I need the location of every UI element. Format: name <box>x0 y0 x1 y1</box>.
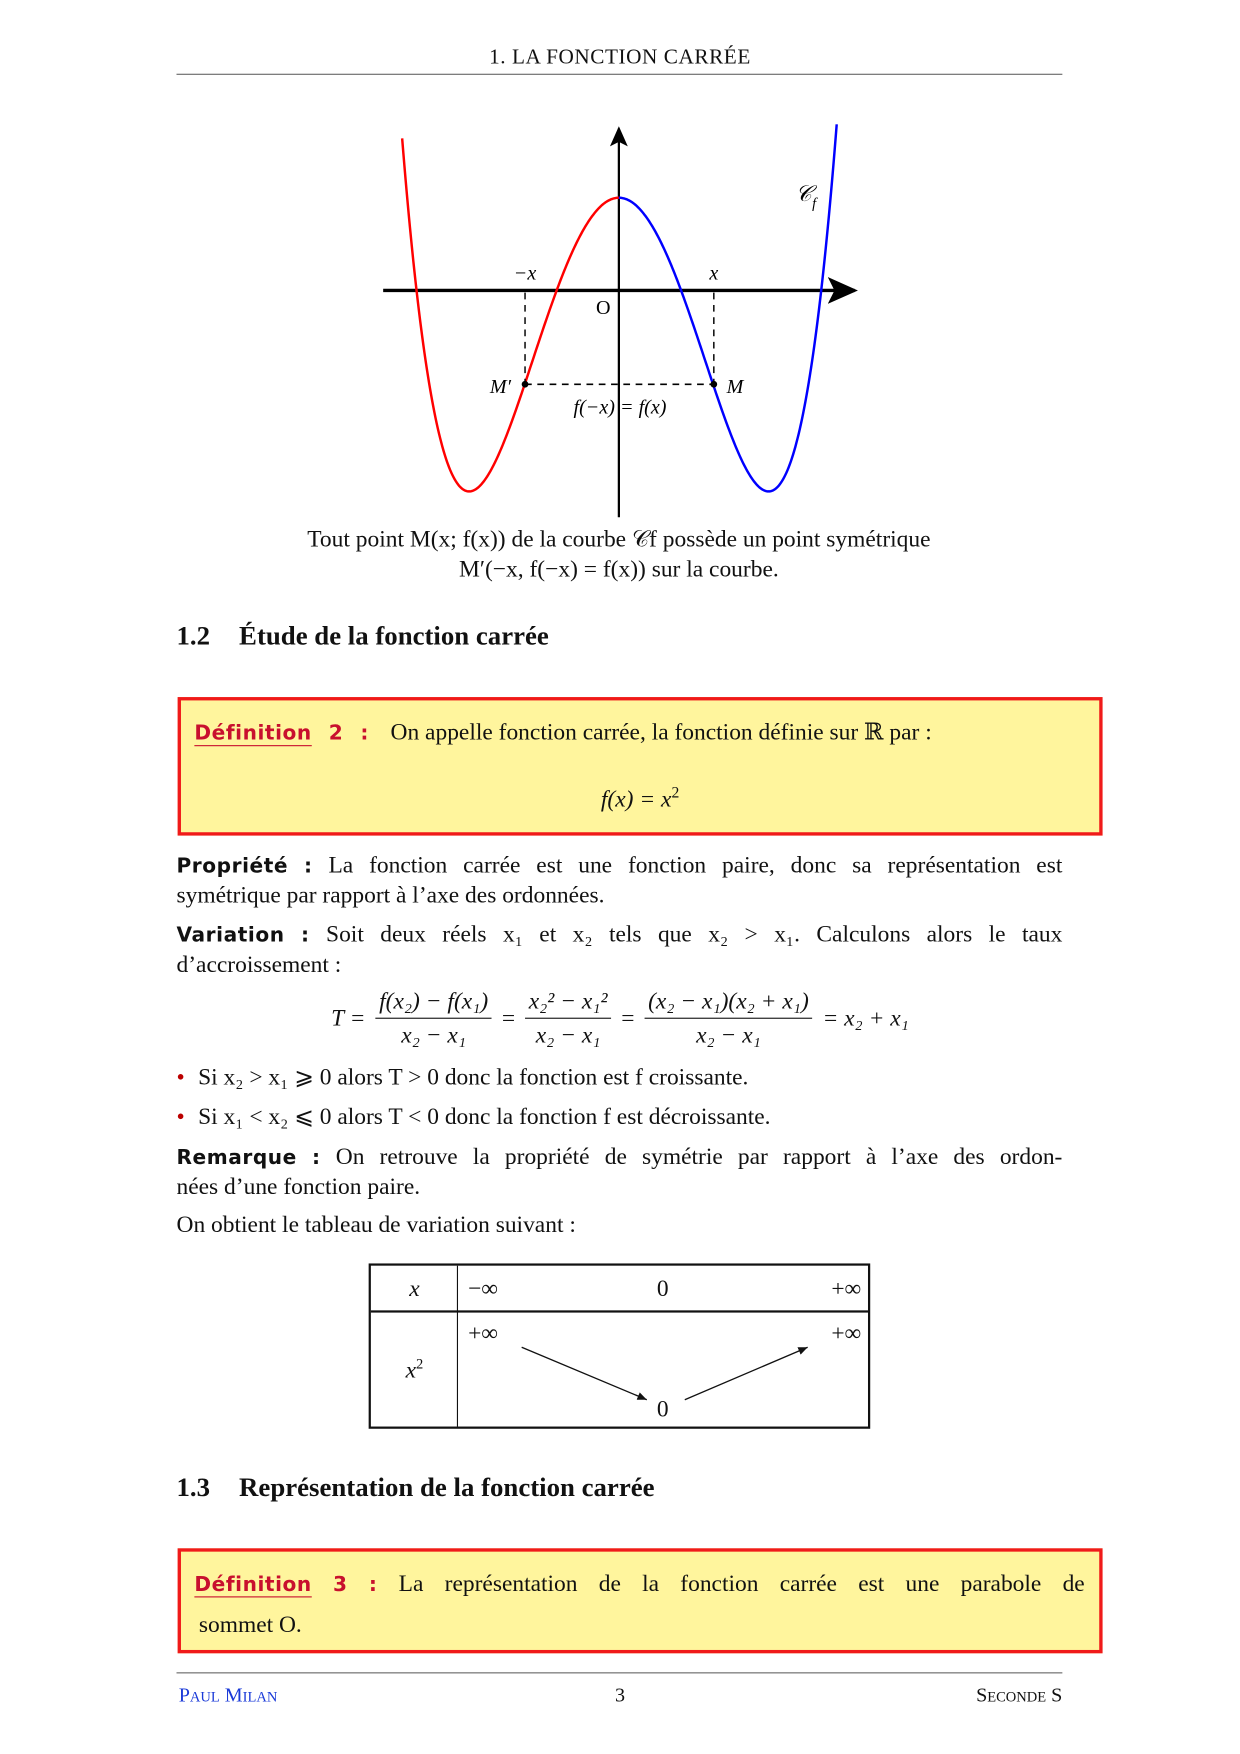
running-header: 1. LA FONCTION CARRÉE <box>489 45 751 70</box>
fraction-3 <box>645 988 812 1049</box>
point-m-prime <box>522 381 529 388</box>
definition-3-box <box>178 1548 1103 1653</box>
variation-line-1 <box>177 920 1063 948</box>
fraction-numerator: f(x₂) − f(x₁) <box>376 988 492 1019</box>
fraction-numerator: x₂² − x₁² <box>525 988 610 1019</box>
propriete-label: Propriété <box>176 854 289 879</box>
definition-colon: : <box>360 721 370 746</box>
f-value-plus-infinity-left: +∞ <box>468 1319 499 1347</box>
variation-arrows <box>371 1266 868 1427</box>
label-m: M <box>726 376 744 399</box>
curve-left-branch <box>402 138 619 491</box>
header-base: x <box>405 1356 417 1383</box>
variation-colon: : <box>301 923 310 948</box>
formula-base: f(x) = x <box>600 785 672 813</box>
curve-right-branch <box>619 124 837 491</box>
definition-3-line-2: sommet O. <box>198 1610 302 1638</box>
definition-label: Définition <box>194 721 312 746</box>
variation-text: Soit deux réels x₁ et x₂ tels que x₂ > x₁. Calculons alors le taux <box>326 920 1063 948</box>
label-origin: O <box>595 296 611 319</box>
definition-2-header <box>194 718 931 746</box>
decreasing-arrow <box>522 1347 647 1400</box>
footer-rule <box>177 1672 1063 1673</box>
footer-class: Seconde S <box>976 1683 1063 1706</box>
definition-text: La représentation de la fonction carrée est une parabole de <box>398 1569 1085 1597</box>
point-m <box>710 381 717 388</box>
header-exponent: 2 <box>416 1355 424 1372</box>
definition-3-line-1 <box>194 1570 1084 1598</box>
section-heading-1-2 <box>177 622 549 652</box>
fraction-1 <box>376 988 492 1049</box>
label-minus-x: −x <box>513 262 537 285</box>
rate-formula <box>0 988 1240 1049</box>
x-value-plus-infinity: +∞ <box>831 1274 862 1302</box>
bullet-text: Si x₂ > x₁ ⩾ 0 alors T > 0 donc la fonction est f croissante. <box>198 1063 749 1091</box>
propriete-colon: : <box>303 854 313 879</box>
label-equality: f(−x) = f(x) <box>573 396 667 419</box>
variation-label: Variation <box>176 923 285 948</box>
row-header-x: x <box>409 1274 420 1302</box>
f-value-plus-infinity-right: +∞ <box>831 1319 862 1347</box>
bullet-item <box>177 1103 771 1131</box>
remarque-line-1 <box>177 1143 1063 1171</box>
f-value-zero: 0 <box>656 1395 669 1423</box>
label-m-prime: M′ <box>489 376 512 399</box>
section-title: Étude de la fonction carrée <box>239 622 549 652</box>
propriete-text: La fonction carrée est une fonction paire, donc sa représentation est <box>328 851 1063 879</box>
caption-line-1: Tout point M(x; f(x)) de la courbe 𝒞f possède un point symétrique <box>307 525 931 552</box>
remarque-text: On retrouve la propriété de symétrie par rapport à l’axe des ordon- <box>335 1142 1063 1170</box>
section-title: Représentation de la fonction carrée <box>239 1473 655 1503</box>
increasing-arrow <box>685 1347 808 1400</box>
formula-exponent: 2 <box>671 785 680 803</box>
fraction-denominator: x₂ − x₁ <box>696 1021 761 1048</box>
label-curve-sub: f <box>812 195 817 212</box>
symmetry-graph <box>0 0 1240 536</box>
formula-lhs: T = <box>331 1004 366 1032</box>
definition-formula <box>181 785 1099 813</box>
remarque-label: Remarque <box>176 1146 297 1170</box>
definition-number: 3 <box>333 1572 348 1597</box>
label-curve: 𝒞 <box>795 181 812 207</box>
definition-label: Définition <box>194 1572 312 1597</box>
table-intro: On obtient le tableau de variation suivant : <box>176 1210 576 1238</box>
label-x: x <box>709 262 719 285</box>
propriete-line-1 <box>177 851 1063 879</box>
section-number: 1.2 <box>176 622 211 652</box>
definition-colon: : <box>368 1572 378 1597</box>
fraction-denominator: x₂ − x₁ <box>401 1021 466 1048</box>
x-value-minus-infinity: −∞ <box>468 1274 499 1302</box>
definition-2-box <box>178 697 1103 836</box>
propriete-line-2: symétrique par rapport à l’axe des ordonnées. <box>176 881 605 909</box>
x-value-zero: 0 <box>656 1274 669 1302</box>
remarque-colon: : <box>312 1146 321 1170</box>
formula-rhs: = x₂ + x₁ <box>822 1004 909 1032</box>
definition-text: On appelle fonction carrée, la fonction définie sur ℝ par : <box>390 718 932 746</box>
remarque-line-2: nées d’une fonction paire. <box>176 1172 421 1200</box>
section-number: 1.3 <box>176 1473 211 1503</box>
caption-line-2: M′(−x, f(−x) = f(x)) sur la courbe. <box>459 555 779 583</box>
variation-line-2: d’accroissement : <box>176 950 342 978</box>
formula-equals: = <box>621 1004 635 1032</box>
fraction-numerator: (x₂ − x₁)(x₂ + x₁) <box>645 988 812 1019</box>
section-heading-1-3 <box>177 1473 655 1503</box>
fraction-2 <box>525 988 610 1049</box>
bullet-text: Si x₁ < x₂ ⩽ 0 alors T < 0 donc la fonction f est décroissante. <box>198 1102 771 1130</box>
bullet-icon: • <box>176 1063 185 1091</box>
definition-number: 2 <box>328 721 344 746</box>
bullet-item <box>177 1063 749 1091</box>
footer-page-number: 3 <box>614 1683 626 1706</box>
variation-table <box>369 1263 871 1428</box>
footer-author: Paul Milan <box>178 1683 278 1706</box>
fraction-denominator: x₂ − x₁ <box>535 1021 601 1048</box>
bullet-icon: • <box>176 1102 185 1130</box>
formula-equals: = <box>501 1004 516 1032</box>
